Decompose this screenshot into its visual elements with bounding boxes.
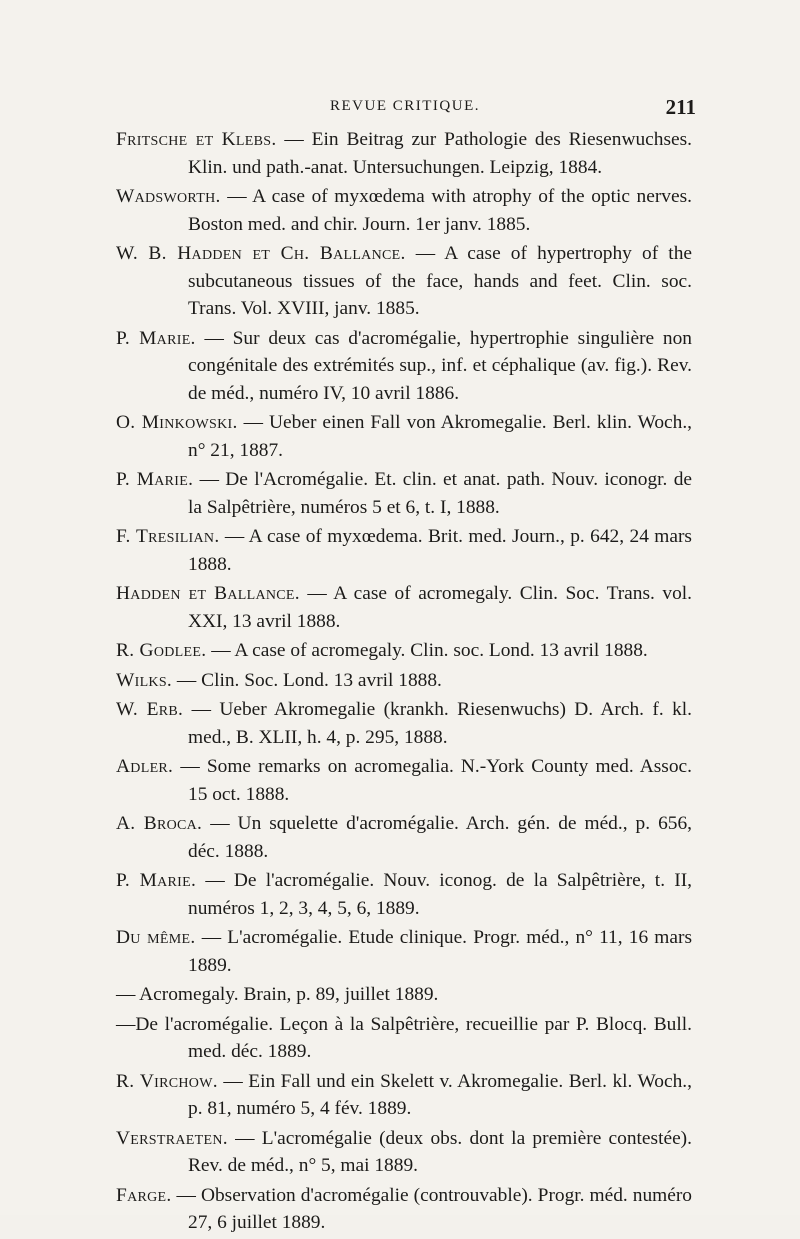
entry-author: Verstraeten. (116, 1127, 228, 1149)
entry-author: Hadden et Ballance. (116, 583, 300, 604)
bibliography-entry (116, 240, 692, 323)
entry-author: F. Tresilian. (116, 526, 220, 547)
entry-text: —De l'acromégalie. Leçon à la Salpêtrière, recueillie par P. Blocq. Bull. med. déc. 1889. (116, 1013, 692, 1062)
bibliography-list (116, 126, 692, 1239)
page-number: 211 (665, 95, 696, 119)
bibliography-entry (116, 810, 692, 865)
entry-text: — Acromegaly. Brain, p. 89, juillet 1889. (116, 984, 439, 1005)
entry-text: — Clin. Soc. Lond. 13 avril 1888. (172, 669, 442, 691)
page-title: REVUE CRITIQUE. (330, 98, 480, 114)
entry-author: R. Virchow. (116, 1070, 218, 1092)
entry-text: — A case of acromegaly. Clin. soc. Lond. 13 avril 1888. (206, 640, 648, 661)
bibliography-entry (116, 580, 692, 635)
bibliography-entry (116, 183, 692, 238)
entry-author: W. Erb. (116, 699, 184, 720)
entry-author: O. Minkowski. (116, 412, 238, 433)
entry-text: — Sur deux cas d'acromégalie, hypertrophie singulière non congénitale des extrémités sup., inf. et céphalique (av. fig.). Rev. de méd., numéro IV, 10 avril 1886. (188, 327, 692, 404)
entry-author: Du même. (116, 927, 196, 948)
entry-author: Farge. (116, 1184, 172, 1206)
bibliography-entry (116, 126, 692, 181)
bibliography-entry (116, 409, 692, 464)
entry-author: A. Broca. (116, 813, 203, 834)
bibliography-entry (116, 753, 692, 808)
entry-text: — De l'Acromégalie. Et. clin. et anat. path. Nouv. iconogr. de la Salpêtrière, numéros 5 et 6, t. I, 1888. (188, 469, 692, 518)
running-head (120, 95, 696, 124)
bibliography-entry (116, 637, 692, 665)
entry-author: P. Marie. (116, 327, 196, 349)
bibliography-entry (116, 696, 692, 751)
entry-author: W. B. Hadden et Ch. Ballance. (116, 243, 406, 264)
entry-text: — L'acromégalie (deux obs. dont la première contestée). Rev. de méd., n° 5, mai 1889. (188, 1127, 692, 1176)
entry-text: — Some remarks on acromegalia. N.-York County med. Assoc. 15 oct. 1888. (173, 756, 692, 805)
entry-author: P. Marie. (116, 870, 197, 891)
entry-text: — Un squelette d'acromégalie. Arch. gén. de méd., p. 656, déc. 1888. (188, 813, 692, 862)
bibliography-entry (116, 1182, 692, 1237)
bibliography-entry (116, 1011, 692, 1066)
entry-text: — A case of hypertrophy of the subcutaneous tissues of the face, hands and feet. Clin. soc. Trans. Vol. XVIII, janv. 1885. (188, 243, 692, 319)
bibliography-entry (116, 466, 692, 521)
entry-author: Fritsche et Klebs. (116, 129, 277, 150)
bibliography-entry (116, 325, 692, 408)
entry-text: — L'acromégalie. Etude clinique. Progr. méd., n° 11, 16 mars 1889. (188, 927, 692, 976)
bibliography-entry (116, 924, 692, 979)
entry-author: Adler. (116, 756, 174, 777)
entry-author: Wadsworth. (116, 186, 221, 207)
bibliography-entry (116, 867, 692, 922)
entry-author: R. Godlee. (116, 640, 207, 661)
entry-text: — A case of myxœdema. Brit. med. Journ., p. 642, 24 mars 1888. (188, 526, 692, 575)
bibliography-entry (116, 667, 692, 695)
entry-text: — Ueber einen Fall von Akromegalie. Berl. klin. Woch., n° 21, 1887. (188, 412, 693, 461)
entry-text: — Ueber Akromegalie (krankh. Riesenwuchs) D. Arch. f. kl. med., B. XLII, h. 4, p. 295, 1888. (183, 699, 692, 748)
bibliography-entry (116, 523, 692, 578)
bibliography-entry (116, 1125, 692, 1180)
entry-text: — A case of acromegaly. Clin. Soc. Trans. vol. XXI, 13 avril 1888. (188, 583, 693, 632)
entry-author: Wilks. (116, 669, 173, 691)
entry-text: — Observation d'acromégalie (controuvable). Progr. méd. numéro 27, 6 juillet 1889. (171, 1184, 692, 1233)
entry-text: — De l'acromégalie. Nouv. iconog. de la Salpêtrière, t. II, numéros 1, 2, 3, 4, 5, 6, 1889. (188, 870, 693, 919)
bibliography-entry (116, 1068, 692, 1123)
entry-text: — Ein Beitrag zur Pathologie des Riesenwuchses. Klin. und path.-anat. Untersuchungen. Leipzig, 1884. (188, 129, 692, 178)
entry-text: — A case of myxœdema with atrophy of the optic nerves. Boston med. and chir. Journ. 1er janv. 1885. (188, 186, 692, 235)
bibliography-entry (116, 981, 692, 1009)
entry-text: — Ein Fall und ein Skelett v. Akromegalie. Berl. kl. Woch., p. 81, numéro 5, 4 fév. 1889. (188, 1070, 692, 1119)
entry-author: P. Marie. (116, 469, 194, 490)
